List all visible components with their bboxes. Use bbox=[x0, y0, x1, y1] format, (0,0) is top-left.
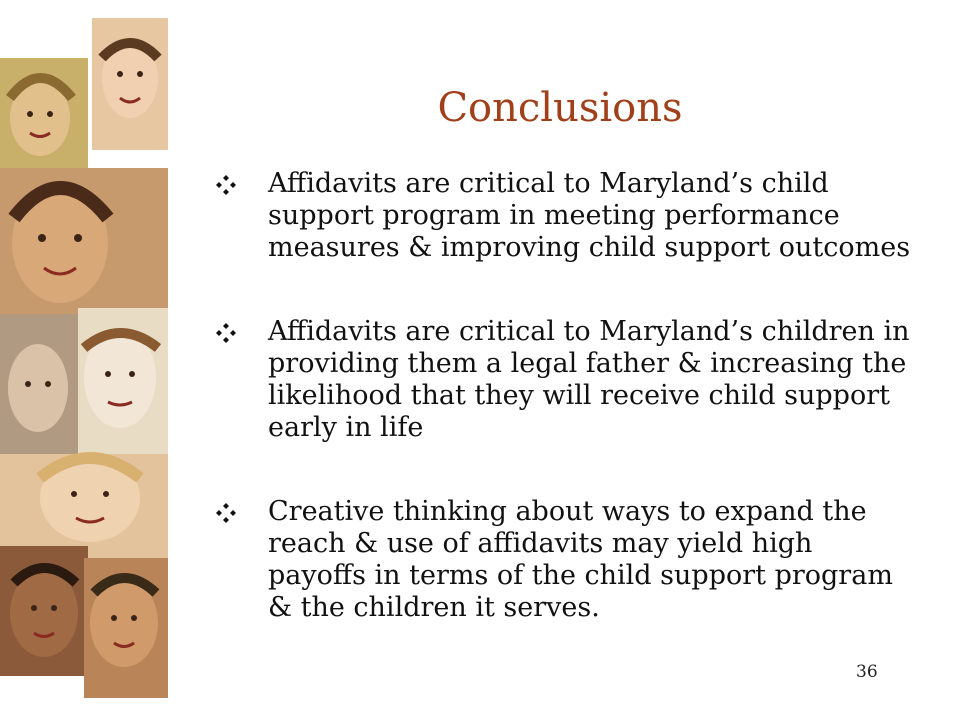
bullet-item bbox=[212, 316, 912, 444]
four-diamond-bullet-icon bbox=[216, 323, 236, 343]
children-faces-collage-image bbox=[0, 18, 168, 718]
bullet-item bbox=[212, 168, 912, 264]
bullet-text: Affidavits are critical to Maryland’s child support program in meeting performance measures & improving child support outcomes bbox=[268, 168, 911, 263]
slide-title: Conclusions bbox=[437, 85, 683, 131]
bullet-list bbox=[212, 168, 912, 624]
bullet-text: Affidavits are critical to Maryland’s children in providing them a legal father & increasing the likelihood that they will receive child support early in life bbox=[268, 316, 910, 443]
bullet-text: Creative thinking about ways to expand the reach & use of affidavits may yield high payoffs in terms of the child support program & the children it serves. bbox=[268, 496, 893, 623]
bullet-item bbox=[212, 496, 912, 624]
four-diamond-bullet-icon bbox=[216, 503, 236, 523]
page-number: 36 bbox=[856, 662, 878, 682]
four-diamond-bullet-icon bbox=[216, 175, 236, 195]
